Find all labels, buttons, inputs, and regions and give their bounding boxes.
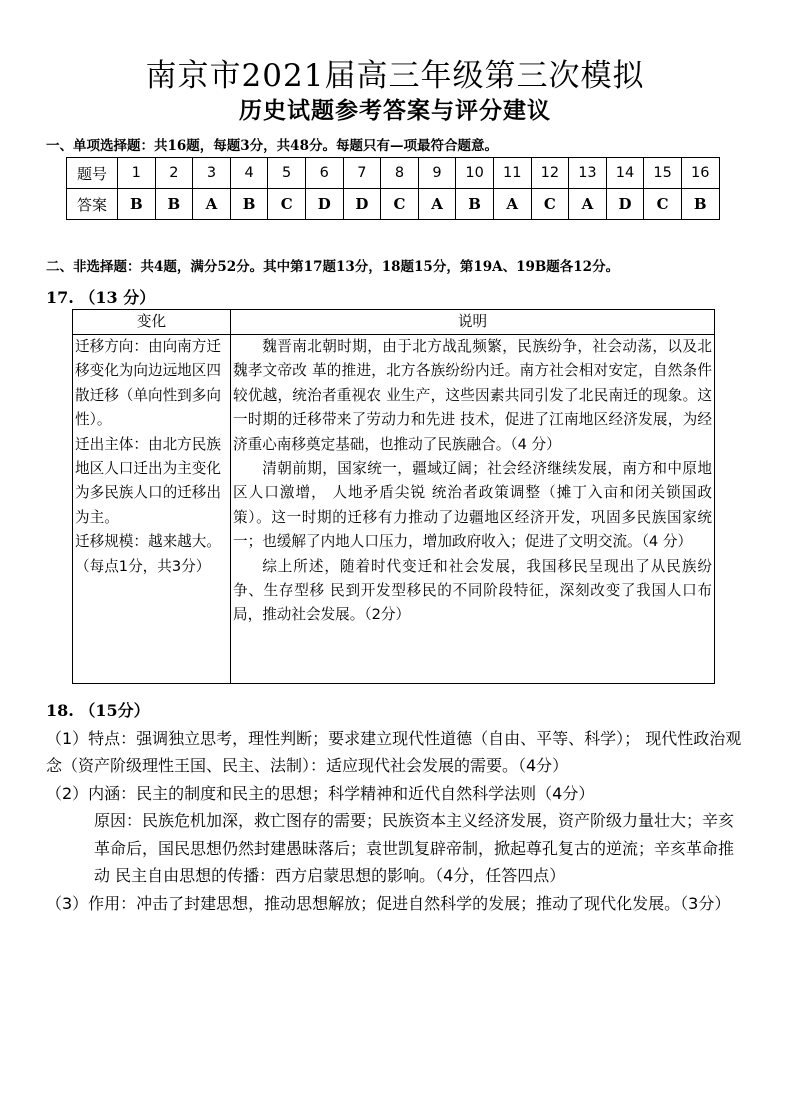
answer-cell: B (230, 189, 268, 220)
answer-table-number-row (67, 158, 720, 189)
answer-cell: C (644, 189, 682, 220)
answer-cell: B (118, 189, 156, 220)
answer-cell: D (606, 189, 644, 220)
question-number-cell: 16 (681, 158, 719, 189)
q17-col2-header: 说明 (231, 310, 715, 335)
q18-part2-meaning: （2）内涵：民主的制度和民主的思想；科学精神和近代自然科学法则（4分） (46, 783, 595, 803)
section1-heading: 一、单项选择题：共16题，每题3分，共48分。每题只有—项最符合题意。 (46, 138, 498, 154)
q18-heading: 18. （15分） (46, 701, 150, 720)
row-label-answer: 答案 (67, 189, 118, 220)
q17-change-cell: 迁移方向：由向南方迁移变化为向边远地区四 散迁移（单向性到多向性）。 迁出主体：由北方民族地区人口迁出为主变化为多民族人口的迁移出为主。 迁移规模：越来越大。 （每点1分，共3分） (73, 335, 231, 684)
answer-cell: B (155, 189, 193, 220)
answer-cell: A (569, 189, 607, 220)
question-number-cell: 13 (569, 158, 607, 189)
question-number-cell: 11 (493, 158, 531, 189)
row-label-number: 题号 (67, 158, 118, 189)
question-number-cell: 2 (155, 158, 193, 189)
q17-heading: 17. （13 分） (46, 288, 156, 307)
question-number-cell: 15 (644, 158, 682, 189)
question-number-cell: 9 (418, 158, 456, 189)
answer-table (66, 157, 720, 220)
answer-cell: B (456, 189, 494, 220)
page-title: 南京市2021届高三年级第三次模拟 (145, 58, 645, 94)
question-number-cell: 7 (343, 158, 381, 189)
question-number-cell: 8 (381, 158, 419, 189)
answer-cell: A (193, 189, 231, 220)
answer-cell: C (381, 189, 419, 220)
q18-part2-reasons: 原因：民族危机加深，救亡图存的需要；民族资本主义经济发展，资产阶级力量壮大；辛亥革命后，国民思想仍然封建愚昧落后；袁世凯复辟帝制，掀起尊孔复古的逆流；辛亥革命推动 民主自由思想的传播：西方启蒙思想的影响。（4分，任答四点） (94, 811, 735, 885)
question-number-cell: 4 (230, 158, 268, 189)
question-number-cell: 5 (268, 158, 306, 189)
answer-cell: A (418, 189, 456, 220)
question-number-cell: 6 (305, 158, 343, 189)
answer-cell: C (268, 189, 306, 220)
question-number-cell: 14 (606, 158, 644, 189)
question-number-cell: 12 (531, 158, 569, 189)
q17-para-3: 综上所述，随着时代变迁和社会发展，我国移民呈现出了从民族纷争、生存型移 民到开发型移民的不同阶段特征，深刻改变了我国人口布局，推动社会发展。（2分） (233, 557, 712, 624)
answer-cell: D (343, 189, 381, 220)
answer-cell: C (531, 189, 569, 220)
answer-cell: A (493, 189, 531, 220)
page-subtitle: 历史试题参考答案与评分建议 (239, 97, 551, 124)
question-number-cell: 3 (193, 158, 231, 189)
question-number-cell: 1 (118, 158, 156, 189)
q18-part3: （3）作用：冲击了封建思想，推动思想解放；促进自然科学的发展；推动了现代化发展。（3分） (46, 893, 731, 913)
section2-heading: 二、非选择题：共4题，满分52分。其中第17题13分，18题15分，第19A、19B题各12分。 (46, 259, 620, 275)
q17-table (72, 309, 715, 684)
question-number-cell: 10 (456, 158, 494, 189)
q17-para-2: 清朝前期，国家统一，疆域辽阔；社会经济继续发展，南方和中原地区人口激增， 人地矛盾尖锐 统治者政策调整（摊丁入亩和闭关锁国政策）。这一时期的迁移有力推动了边疆地区经济开发，巩固多民族国家统一；也缓解了内地人口压力，增加政府收入；促进了文明交流。（4 分） (233, 460, 712, 551)
q17-explanation-cell (231, 335, 715, 684)
answer-cell: D (305, 189, 343, 220)
answer-cell: B (681, 189, 719, 220)
q17-para-1: 魏晋南北朝时期，由于北方战乱频繁，民族纷争，社会动荡，以及北魏孝文帝改 革的推进，北方各族纷纷内迁。南方社会相对安定，自然条件较优越，统治者重视农 业生产，这些因素共同引发了北民南迁的现象。这一时期的迁移带来了劳动力和先进 技术，促进了江南地区经济发展，为经济重心南移奠定基础，也推动了民族融合。（4 分） (233, 338, 712, 453)
q17-col1-header: 变化 (73, 310, 231, 335)
q18-part1: （1）特点：强调独立思考，理性判断；要求建立现代性道德（自由、平等、科学）； 现代性政治观念（资产阶级理性王国、民主、法制）：适应现代社会发展的需要。（4分） (46, 728, 742, 775)
answer-table-answer-row (67, 189, 720, 220)
q18-section (46, 697, 746, 917)
